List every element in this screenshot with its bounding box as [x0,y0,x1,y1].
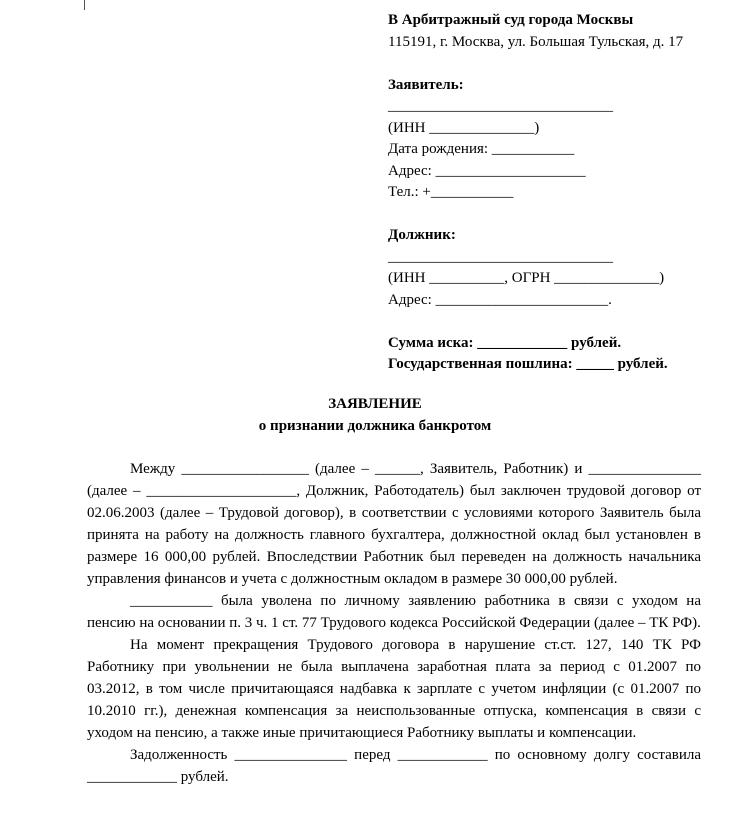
court-name: В Арбитражный суд города Москвы [388,12,634,28]
document-title: ЗАЯВЛЕНИЕ [328,396,422,412]
paragraph-dismissal: ___________ была уволена по личному заявлению работника в связи с уходом на пенсию на основании п. 3 ч. 1 ст. 77 Трудового кодекса Российской Федерации (далее – ТК РФ). [87,593,701,631]
applicant-heading: Заявитель: [388,76,464,93]
claim-sum: Сумма иска: ____________ рублей. [388,334,622,351]
state-fee: Государственная пошлина: _____ рублей. [388,356,668,372]
paragraph-violation: На момент прекращения Трудового договора в нарушение ст.ст. 127, 140 ТК РФ Работнику при увольнении не была выплачена заработная плата за период с 01.2007 по 03.2012, в том числе причитающаяся надбавка к зарплате с учетом инфляции (с 01.2007 по 10.2010 гг.), денежная компенсация за неиспользованные отпуска, компенсация в связи с уходом на пенсию, а также иные причитающиеся Работнику выплаты и компенсации. [87,637,701,741]
debtor-address: Адрес: _______________________. [388,291,612,308]
document-subtitle: о признании должника банкротом [258,418,492,434]
debtor-name-blank: ______________________________ [388,248,613,265]
applicant-address: Адрес: ____________________ [388,162,586,179]
applicant-name-blank: ______________________________ [388,98,613,114]
paragraph-debt: Задолженность _______________ перед ____________ по основному долгу составила ____________ рублей. [87,747,701,785]
applicant-phone: Тел.: +___________ [388,184,514,200]
debtor-heading: Должник: [388,227,456,243]
debtor-inn-ogrn: (ИНН __________, ОГРН ______________) [388,270,665,286]
document-body [87,458,701,788]
text-cursor-line [84,0,85,10]
applicant-inn: (ИНН ______________) [388,119,540,136]
paragraph-contract: Между _________________ (далее – ______, Заявитель, Работник) и _______________ (далее – ____________________, Должник, Работодатель) был заключен трудовой договор от 02.06.2003 (далее – Трудовой договор), в соответствии с условиями которого Заявитель была принята на работу на должность главного бухгалтера, должностной оклад был установлен в размере 16 000,00 рублей. Впоследствии Работник был переведен на должность начальника управления финансов и учета с должностным окладом в размере 30 000,00 рублей. [87,461,701,587]
applicant-birth-date: Дата рождения: ___________ [388,141,575,157]
court-address: 115191, г. Москва, ул. Большая Тульская, д. 17 [388,33,684,50]
document-header [388,10,728,376]
